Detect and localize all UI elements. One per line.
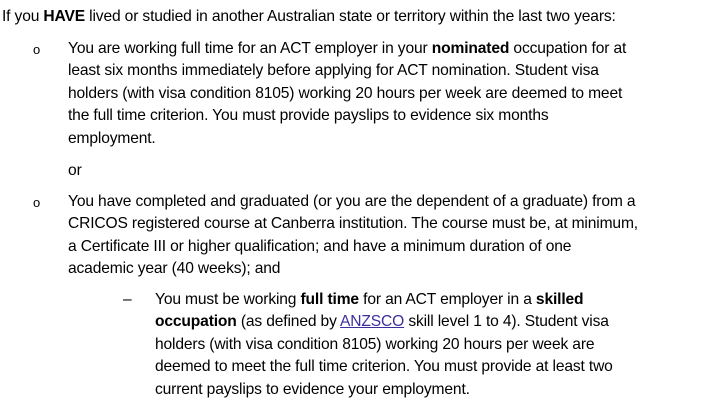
- full-time-emphasis: full time: [300, 291, 359, 308]
- sub-item-line-2: [155, 311, 695, 333]
- sub-item-line-1: [155, 289, 695, 311]
- sub-item-text: You must be working: [155, 291, 301, 308]
- sub-item-text: skill level 1 to 4). Student visa: [404, 313, 609, 331]
- option-1-line-4: the full time criterion. You must provide payslips to evidence six months: [68, 107, 549, 125]
- nominated-emphasis: nominated: [431, 40, 510, 57]
- dash-marker: –: [123, 291, 132, 308]
- sub-item-line-3: holders (with visa condition 8105) working 20 hours per week are: [155, 335, 595, 353]
- sub-item-line-4: deemed to meet the full time criterion. You must provide at least two: [155, 358, 613, 376]
- option-1-line-2: least six months immediately before applying for ACT nomination. Student visa: [68, 62, 599, 80]
- intro-line: [2, 6, 701, 28]
- sub-item-line-5: current payslips to evidence your employment.: [155, 380, 470, 398]
- option-1-line-3: holders (with visa condition 8105) working 20 hours per week are deemed to meet: [68, 84, 623, 102]
- or-separator: or: [68, 162, 82, 179]
- intro-suffix: lived or studied in another Australian state or territory within the last two years:: [85, 8, 616, 25]
- sub-item-text: for an ACT employer in a: [358, 291, 536, 308]
- option-1-line-5: employment.: [68, 129, 156, 147]
- option-1-text: occupation for at: [509, 40, 627, 57]
- intro-emphasis: HAVE: [43, 8, 85, 25]
- anzsco-link[interactable]: ANZSCO: [340, 313, 405, 331]
- option-2-line-4: academic year (40 weeks); and: [68, 260, 281, 278]
- sub-item-text: (as defined by: [236, 313, 341, 331]
- bullet-marker-2: o: [33, 195, 41, 210]
- sub-item-paragraph: [155, 289, 695, 401]
- bullet-marker-1: o: [33, 42, 41, 57]
- option-1-paragraph: [68, 38, 696, 150]
- option-1-text: You are working full time for an ACT employer in your: [68, 40, 432, 57]
- option-2-line-3: a Certificate III or higher qualification; and have a minimum duration of one: [68, 237, 572, 255]
- option-2-paragraph: [68, 191, 696, 281]
- option-2-line-1: You have completed and graduated (or you are the dependent of a graduate) from a: [68, 193, 636, 210]
- skilled-emphasis: skilled: [535, 291, 584, 308]
- option-1-line-1: [68, 38, 696, 60]
- option-2-line-2: CRICOS registered course at Canberra institution. The course must be, at minimum,: [68, 215, 638, 233]
- occupation-emphasis: occupation: [155, 313, 237, 331]
- intro-prefix: If you: [2, 8, 44, 25]
